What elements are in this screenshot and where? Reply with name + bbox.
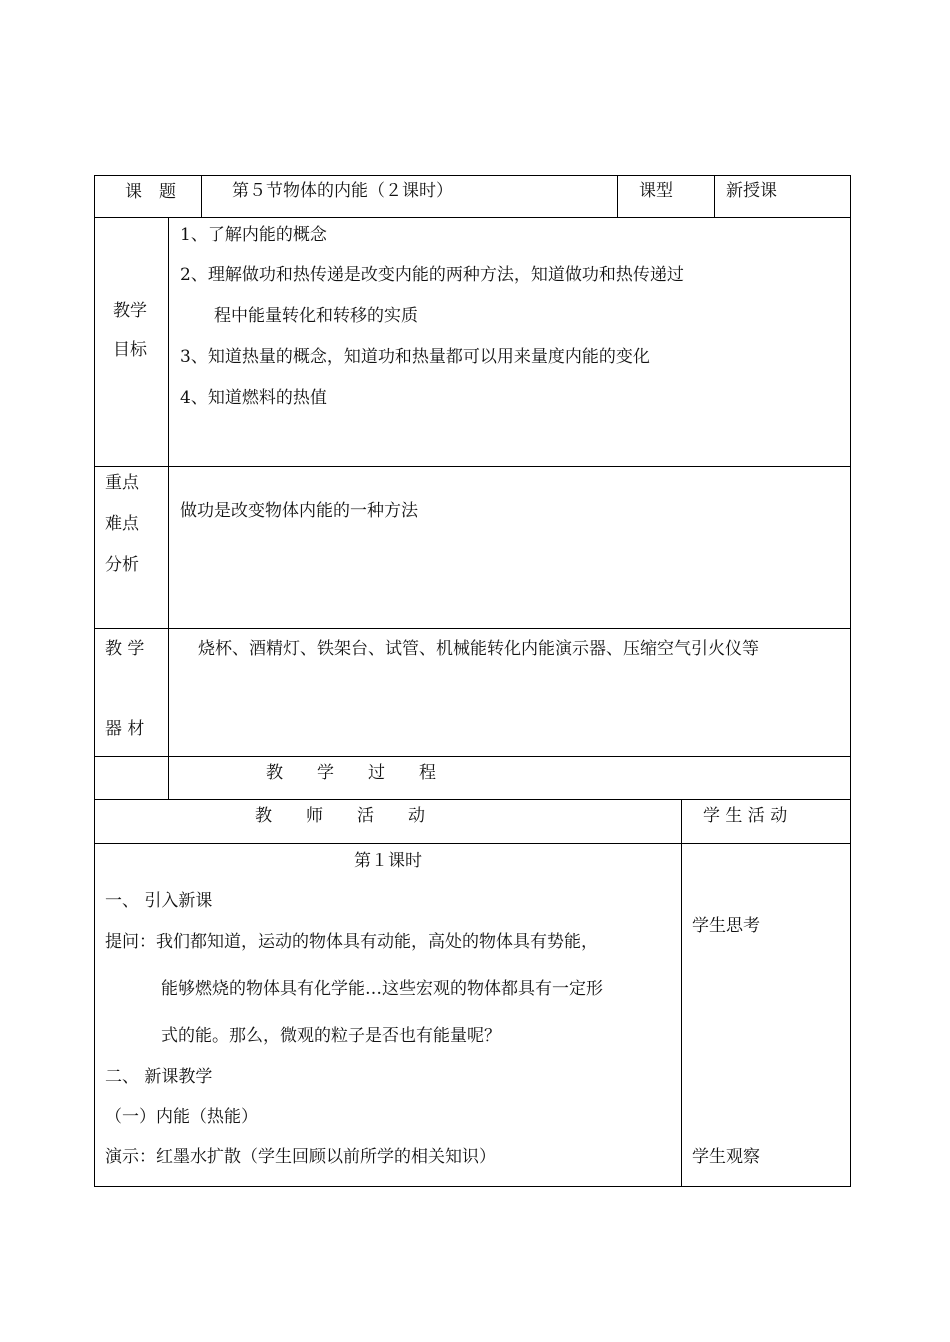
- objectives-label-1: 教学: [113, 301, 147, 321]
- topic-value: 第５节物体的内能（２课时）: [232, 181, 453, 201]
- row-divider-process: [94, 799, 851, 800]
- row-divider-header: [94, 217, 851, 218]
- demo-text: 演示：红墨水扩散（学生回顾以前所学的相关知识）: [105, 1147, 496, 1167]
- question-text: 式的能。那么，微观的粒子是否也有能量呢？: [161, 1026, 501, 1046]
- table-border-top: [94, 175, 851, 176]
- row-divider-equipment: [94, 756, 851, 757]
- objectives-label-2: 目标: [113, 340, 147, 360]
- subsection-heading: （一）内能（热能）: [105, 1107, 258, 1127]
- header-divider-1: [201, 175, 202, 217]
- equipment-label-2: 器 材: [105, 719, 145, 739]
- row-divider-keypoints: [94, 628, 851, 629]
- student-activity-header: 学 生 活 动: [703, 806, 788, 826]
- section-heading: 二、 新课教学: [105, 1067, 213, 1087]
- objective-item: 4、知道燃料的热值: [180, 388, 327, 408]
- student-activity-think: 学生思考: [692, 916, 760, 936]
- keypoints-label-1: 重点: [105, 473, 139, 493]
- type-value: 新授课: [726, 181, 777, 201]
- section-heading: 一、 引入新课: [105, 891, 213, 911]
- student-activity-observe: 学生观察: [692, 1147, 760, 1167]
- question-text: 提问：我们都知道，运动的物体具有动能，高处的物体具有势能，: [105, 932, 598, 952]
- type-label: 课型: [639, 181, 673, 201]
- session-title: 第１课时: [354, 851, 422, 871]
- equipment-content: 烧杯、酒精灯、铁架台、试管、机械能转化内能演示器、压缩空气引火仪等: [198, 639, 759, 659]
- table-border-bottom: [94, 1186, 851, 1187]
- teacher-activity-header: 教 师 活 动: [255, 806, 425, 826]
- process-title: 教 学 过 程: [266, 763, 436, 783]
- objective-item: 1、了解内能的概念: [180, 225, 327, 245]
- objective-item: 3、知道热量的概念，知道功和热量都可以用来量度内能的变化: [180, 347, 650, 367]
- equipment-label-1: 教 学: [105, 639, 145, 659]
- objective-item: 2、理解做功和热传递是改变内能的两种方法，知道做功和热传递过: [180, 265, 684, 285]
- question-text: 能够燃烧的物体具有化学能…这些宏观的物体都具有一定形: [161, 979, 603, 999]
- row-divider-columns: [94, 843, 851, 844]
- activity-column-divider: [681, 799, 682, 1187]
- keypoints-content: 做功是改变物体内能的一种方法: [180, 501, 418, 521]
- topic-label: 课 题: [125, 182, 176, 202]
- header-divider-2: [617, 175, 618, 217]
- row-divider-objectives: [94, 466, 851, 467]
- header-divider-3: [714, 175, 715, 217]
- objective-item: 程中能量转化和转移的实质: [214, 306, 418, 326]
- table-border-right: [850, 175, 851, 1187]
- keypoints-label-2: 难点: [105, 514, 139, 534]
- keypoints-label-3: 分析: [105, 555, 139, 575]
- label-column-divider: [168, 217, 169, 799]
- table-border-left: [94, 175, 95, 1187]
